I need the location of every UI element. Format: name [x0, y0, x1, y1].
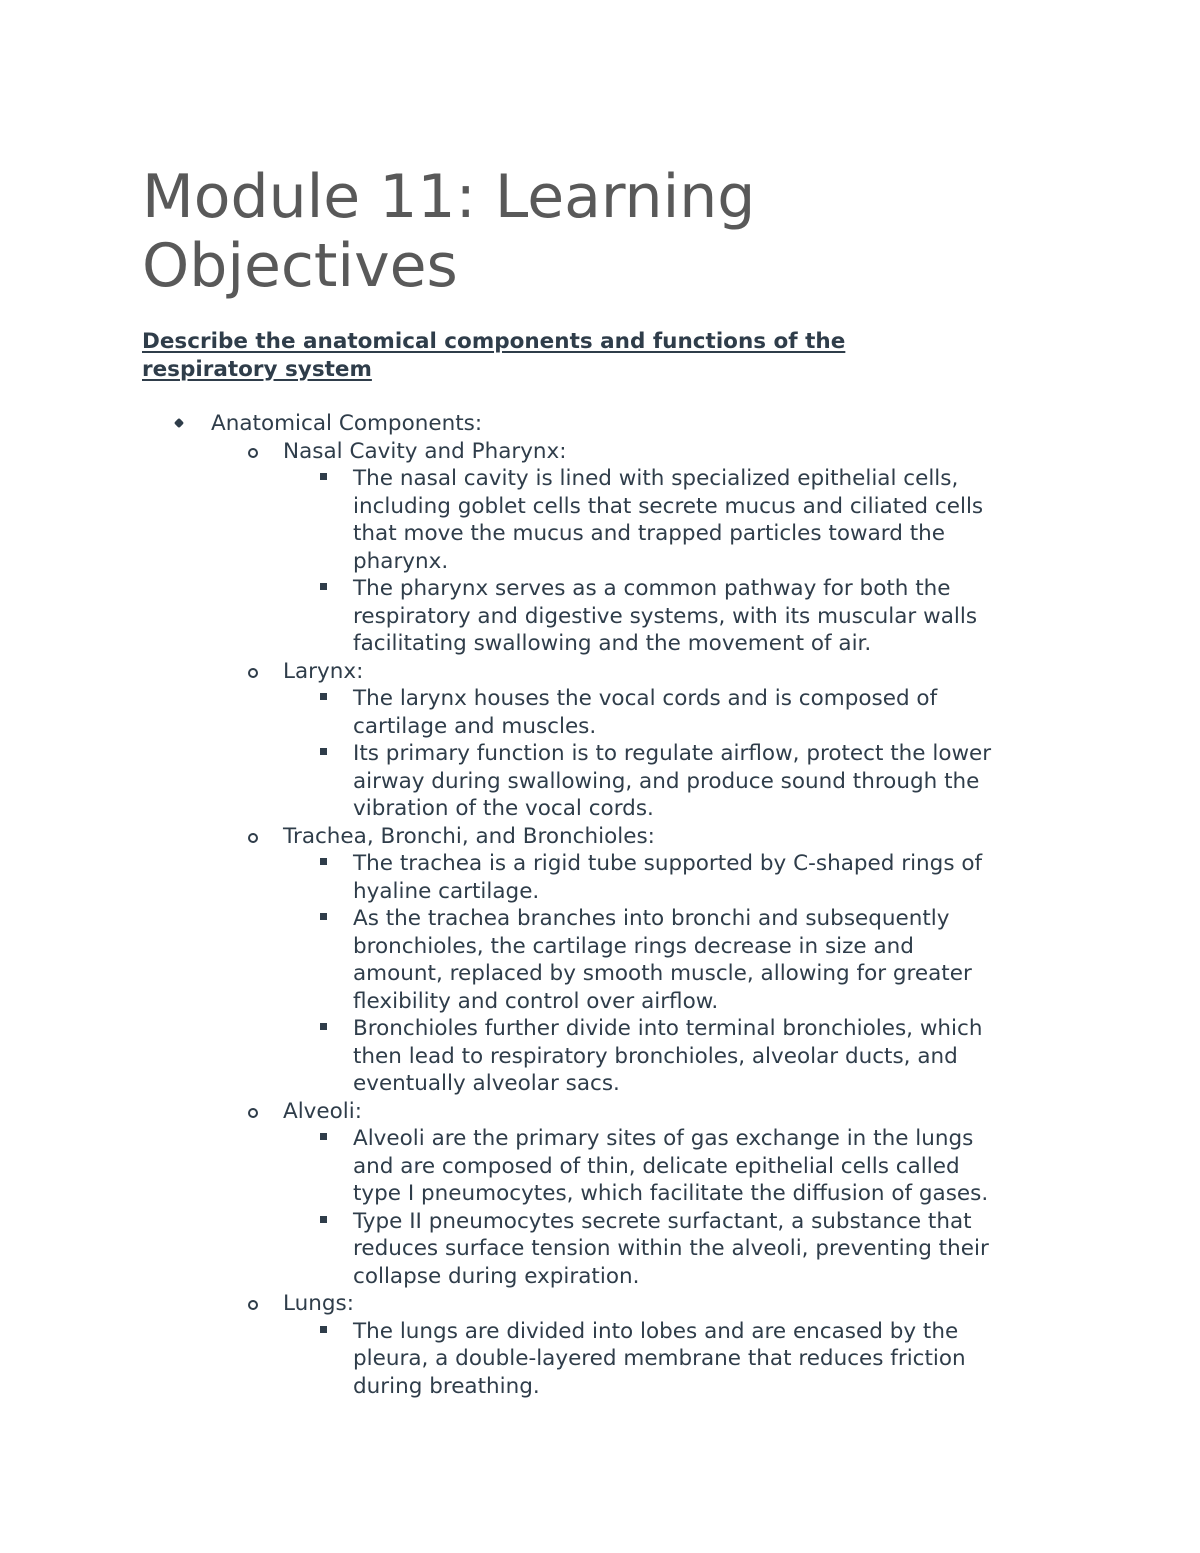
- hollow-circle-bullet-icon: [246, 1098, 260, 1126]
- square-bullet-icon: [318, 905, 330, 933]
- outline-item-line: airway during swallowing, and produce sound through the: [353, 768, 980, 794]
- outline-item-text: [353, 685, 1063, 740]
- section-heading: [142, 328, 942, 383]
- outline-item-line: Its primary function is to regulate airflow, protect the lower: [353, 741, 992, 766]
- outline-item-level-3: [0, 1318, 1200, 1401]
- outline-item-level-3: [0, 685, 1200, 740]
- outline-item-level-3: [0, 465, 1200, 575]
- outline-item-text: [353, 905, 1063, 1015]
- outline-item-line: Larynx:: [283, 658, 364, 684]
- square-bullet-icon: [318, 740, 330, 768]
- outline-item-line: collapse during expiration.: [353, 1263, 640, 1289]
- outline-item-text: [353, 850, 1063, 905]
- bulleted-outline: [0, 410, 1200, 1400]
- filled-bullet-icon: [174, 410, 184, 438]
- outline-item-line: and are composed of thin, delicate epithelial cells called: [353, 1153, 960, 1179]
- outline-item-line: that move the mucus and trapped particles toward the: [353, 521, 945, 546]
- square-bullet-icon: [318, 1015, 330, 1043]
- outline-item-level-2: [0, 823, 1200, 851]
- square-bullet-icon: [318, 1318, 330, 1346]
- hollow-circle-bullet-icon: [246, 658, 260, 686]
- outline-item-level-3: [0, 740, 1200, 823]
- outline-item-line: amount, replaced by smooth muscle, allowing for greater: [353, 961, 972, 986]
- outline-item-line: Lungs:: [283, 1291, 354, 1316]
- hollow-circle-bullet-icon: [246, 1290, 260, 1318]
- hollow-circle-bullet-icon: [246, 438, 260, 466]
- outline-item-line: bronchioles, the cartilage rings decrease in size and: [353, 933, 914, 959]
- square-bullet-icon: [318, 1125, 330, 1153]
- outline-item-line: vibration of the vocal cords.: [353, 796, 654, 821]
- outline-item-text: [283, 658, 1063, 686]
- heading-line-2: respiratory system: [142, 356, 372, 382]
- title-line-2: Objectives: [142, 231, 458, 301]
- outline-item-line: pleura, a double-layered membrane that reduces friction: [353, 1346, 966, 1371]
- outline-item-level-3: [0, 905, 1200, 1015]
- outline-item-line: pharynx.: [353, 548, 449, 574]
- square-bullet-icon: [318, 465, 330, 493]
- outline-item-line: during breathing.: [353, 1373, 540, 1399]
- hollow-circle-bullet-icon: [246, 823, 260, 851]
- outline-item-text: [283, 1098, 1063, 1126]
- outline-item-line: then lead to respiratory bronchioles, alveolar ducts, and: [353, 1043, 958, 1069]
- outline-item-level-3: [0, 1015, 1200, 1098]
- outline-item-text: [353, 740, 1063, 823]
- outline-item-text: [283, 1290, 1063, 1318]
- outline-item-line: The trachea is a rigid tube supported by C-shaped rings of: [353, 851, 983, 876]
- outline-item-line: As the trachea branches into bronchi and subsequently: [353, 906, 950, 931]
- outline-item-level-2: [0, 438, 1200, 466]
- outline-item-line: Bronchioles further divide into terminal bronchioles, which: [353, 1016, 983, 1041]
- square-bullet-icon: [318, 575, 330, 603]
- outline-item-level-2: [0, 1098, 1200, 1126]
- outline-item-line: facilitating swallowing and the movement of air.: [353, 631, 872, 656]
- outline-item-line: Type II pneumocytes secrete surfactant, a substance that: [353, 1208, 972, 1234]
- outline-item-line: The larynx houses the vocal cords and is composed of: [353, 686, 938, 711]
- title-line-1: Module 11: Learning: [142, 162, 756, 232]
- outline-item-text: [283, 438, 1063, 466]
- outline-item-text: [353, 465, 1063, 575]
- outline-item-text: [353, 1208, 1063, 1291]
- outline-item-line: Alveoli are the primary sites of gas exchange in the lungs: [353, 1126, 974, 1151]
- outline-item-line: The lungs are divided into lobes and are encased by the: [353, 1318, 959, 1344]
- outline-item-line: Nasal Cavity and Pharynx:: [283, 438, 567, 464]
- outline-item-text: [353, 1125, 1063, 1208]
- outline-item-line: The nasal cavity is lined with specialized epithelial cells,: [353, 466, 959, 491]
- outline-item-level-3: [0, 575, 1200, 658]
- outline-item-text: [353, 1318, 1063, 1401]
- square-bullet-icon: [318, 685, 330, 713]
- document-title: [142, 163, 902, 301]
- outline-item-text: [211, 410, 1071, 438]
- outline-item-line: type I pneumocytes, which facilitate the diffusion of gases.: [353, 1181, 989, 1206]
- outline-item-level-3: [0, 1125, 1200, 1208]
- outline-item-line: Alveoli:: [283, 1098, 362, 1124]
- outline-item-level-1: [0, 410, 1200, 438]
- outline-item-line: flexibility and control over airflow.: [353, 988, 719, 1014]
- outline-item-line: The pharynx serves as a common pathway for both the: [353, 576, 951, 601]
- heading-line-1: Describe the anatomical components and functions of the: [142, 329, 846, 354]
- outline-item-line: Trachea, Bronchi, and Bronchioles:: [283, 823, 655, 849]
- outline-item-level-2: [0, 658, 1200, 686]
- outline-item-level-3: [0, 850, 1200, 905]
- outline-item-line: respiratory and digestive systems, with its muscular walls: [353, 603, 978, 629]
- outline-item-level-3: [0, 1208, 1200, 1291]
- outline-item-line: reduces surface tension within the alveoli, preventing their: [353, 1236, 989, 1261]
- outline-item-text: [283, 823, 1063, 851]
- outline-item-line: eventually alveolar sacs.: [353, 1071, 620, 1096]
- outline-item-level-2: [0, 1290, 1200, 1318]
- outline-item-text: [353, 575, 1063, 658]
- square-bullet-icon: [318, 850, 330, 878]
- outline-item-line: hyaline cartilage.: [353, 878, 540, 904]
- outline-item-line: Anatomical Components:: [211, 411, 483, 436]
- outline-item-line: cartilage and muscles.: [353, 713, 597, 739]
- square-bullet-icon: [318, 1208, 330, 1236]
- outline-item-text: [353, 1015, 1063, 1098]
- outline-item-line: including goblet cells that secrete mucus and ciliated cells: [353, 493, 984, 519]
